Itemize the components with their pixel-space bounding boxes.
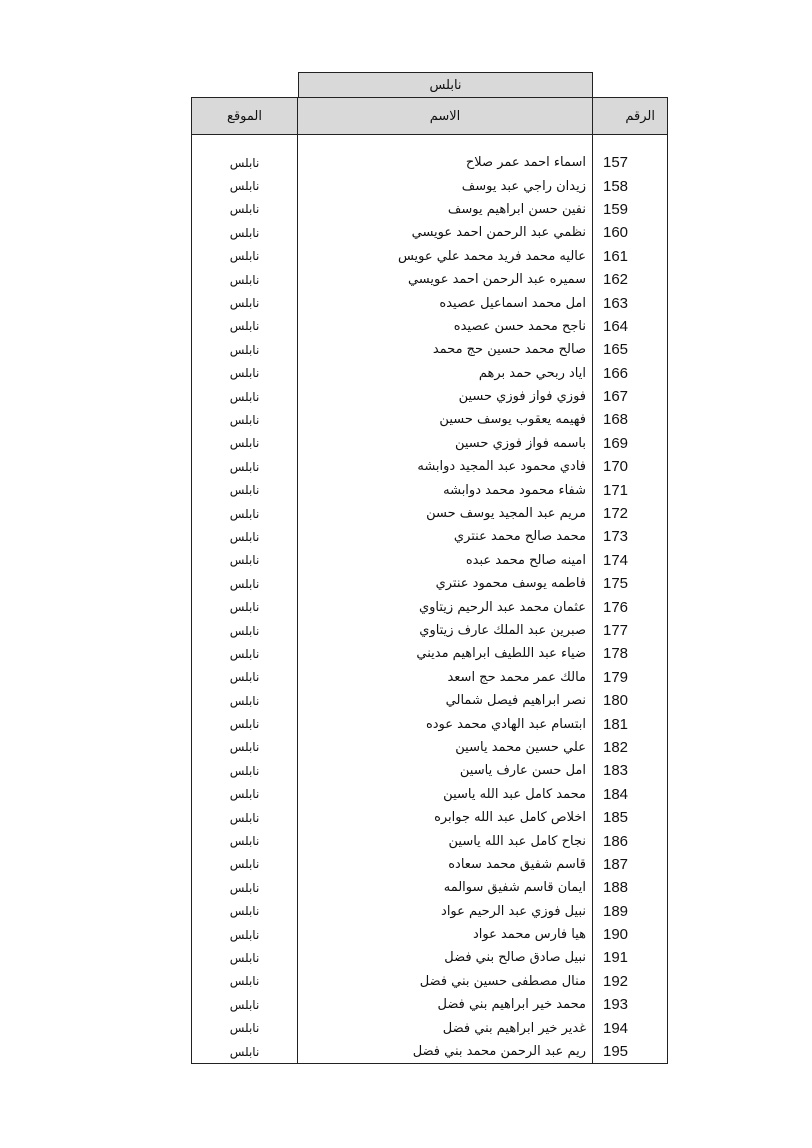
row-location: نابلس [192, 549, 298, 572]
row-name: عاليه محمد فريد محمد علي عويس [298, 245, 593, 268]
row-number: 184 [593, 783, 668, 806]
row-location: نابلس [192, 1016, 298, 1039]
row-name: اخلاص كامل عبد الله جوابره [298, 806, 593, 829]
roster-table [191, 97, 668, 1064]
row-number: 158 [593, 174, 668, 197]
row-number: 181 [593, 712, 668, 735]
row-name: اياد ربحي حمد برهم [298, 362, 593, 385]
table-row [192, 291, 668, 314]
row-number: 159 [593, 198, 668, 221]
column-header-location: الموقع [192, 98, 298, 135]
row-number: 165 [593, 338, 668, 361]
row-name: فهيمه يعقوب يوسف حسين [298, 408, 593, 431]
table-row [192, 432, 668, 455]
row-location: نابلس [192, 946, 298, 969]
row-number: 194 [593, 1016, 668, 1039]
table-row [192, 221, 668, 244]
row-location: نابلس [192, 712, 298, 735]
table-row [192, 993, 668, 1016]
row-number: 161 [593, 245, 668, 268]
table-row [192, 806, 668, 829]
row-name: نظمي عبد الرحمن احمد عويسي [298, 221, 593, 244]
row-name: سميره عبد الرحمن احمد عويسي [298, 268, 593, 291]
table-row [192, 946, 668, 969]
row-name: نفين حسن ابراهيم يوسف [298, 198, 593, 221]
row-location: نابلس [192, 783, 298, 806]
table-row [192, 619, 668, 642]
table-row [192, 362, 668, 385]
row-name: علي حسين محمد ياسين [298, 736, 593, 759]
row-location: نابلس [192, 385, 298, 408]
row-number: 162 [593, 268, 668, 291]
row-location: نابلس [192, 876, 298, 899]
row-name: منال مصطفى حسين بني فضل [298, 970, 593, 993]
row-location: نابلس [192, 619, 298, 642]
row-location: نابلس [192, 993, 298, 1016]
row-number: 170 [593, 455, 668, 478]
row-name: شفاء محمود محمد دوابشه [298, 478, 593, 501]
row-name: ايمان قاسم شفيق سوالمه [298, 876, 593, 899]
row-number: 195 [593, 1040, 668, 1064]
row-name: قاسم شفيق محمد سعاده [298, 853, 593, 876]
row-name: ريم عبد الرحمن محمد بني فضل [298, 1040, 593, 1064]
row-name: ناجح محمد حسن عصيده [298, 315, 593, 338]
row-location: نابلس [192, 338, 298, 361]
table-row [192, 198, 668, 221]
row-location: نابلس [192, 174, 298, 197]
row-name: باسمه فواز فوزي حسين [298, 432, 593, 455]
table-row [192, 245, 668, 268]
row-location: نابلس [192, 666, 298, 689]
row-number: 166 [593, 362, 668, 385]
table-row [192, 385, 668, 408]
table-body [192, 135, 668, 1064]
table-row [192, 572, 668, 595]
table-row [192, 970, 668, 993]
table-row [192, 1016, 668, 1039]
table-row [192, 666, 668, 689]
row-location: نابلس [192, 829, 298, 852]
row-number: 182 [593, 736, 668, 759]
row-number: 173 [593, 525, 668, 548]
row-number: 191 [593, 946, 668, 969]
row-name: مالك عمر محمد حج اسعد [298, 666, 593, 689]
row-number: 189 [593, 900, 668, 923]
row-location: نابلس [192, 221, 298, 244]
table-row [192, 783, 668, 806]
row-location: نابلس [192, 689, 298, 712]
row-name: امل محمد اسماعيل عصيده [298, 291, 593, 314]
row-name: هيا فارس محمد عواد [298, 923, 593, 946]
row-location: نابلس [192, 970, 298, 993]
row-location: نابلس [192, 315, 298, 338]
row-location: نابلس [192, 736, 298, 759]
row-location: نابلس [192, 455, 298, 478]
table-row [192, 549, 668, 572]
table-row [192, 595, 668, 618]
row-location: نابلس [192, 900, 298, 923]
row-name: نبيل صادق صالح بني فضل [298, 946, 593, 969]
row-name: زيدان راجي عبد يوسف [298, 174, 593, 197]
row-location: نابلس [192, 408, 298, 431]
table-row [192, 853, 668, 876]
row-location: نابلس [192, 525, 298, 548]
table-row [192, 338, 668, 361]
table-row [192, 268, 668, 291]
row-location: نابلس [192, 806, 298, 829]
row-name: غدير خير ابراهيم بني فضل [298, 1016, 593, 1039]
row-number: 174 [593, 549, 668, 572]
column-header-number: الرقم [593, 98, 668, 135]
row-location: نابلس [192, 595, 298, 618]
row-name: امل حسن عارف ياسين [298, 759, 593, 782]
row-name: اسماء احمد عمر صلاح [298, 151, 593, 174]
row-location: نابلس [192, 432, 298, 455]
row-number: 183 [593, 759, 668, 782]
row-location: نابلس [192, 572, 298, 595]
table-row [192, 455, 668, 478]
row-number: 185 [593, 806, 668, 829]
table-row [192, 689, 668, 712]
table-row [192, 900, 668, 923]
row-name: عثمان محمد عبد الرحيم زيتاوي [298, 595, 593, 618]
table-row [192, 174, 668, 197]
column-header-name: الاسم [298, 98, 593, 135]
row-number: 163 [593, 291, 668, 314]
table-row [192, 151, 668, 174]
row-number: 157 [593, 151, 668, 174]
row-number: 169 [593, 432, 668, 455]
table-row [192, 876, 668, 899]
row-number: 164 [593, 315, 668, 338]
row-number: 192 [593, 970, 668, 993]
row-location: نابلس [192, 642, 298, 665]
table-row [192, 502, 668, 525]
row-name: نجاح كامل عبد الله ياسين [298, 829, 593, 852]
table-row [192, 315, 668, 338]
row-name: فاطمه يوسف محمود عنتري [298, 572, 593, 595]
row-name: ضياء عبد اللطيف ابراهيم مديني [298, 642, 593, 665]
table-row [192, 829, 668, 852]
row-number: 160 [593, 221, 668, 244]
table-row [192, 736, 668, 759]
row-name: محمد خير ابراهيم بني فضل [298, 993, 593, 1016]
table-header-row [192, 98, 668, 135]
table-row [192, 525, 668, 548]
row-number: 177 [593, 619, 668, 642]
city-title: نابلس [298, 72, 593, 97]
row-location: نابلس [192, 502, 298, 525]
row-name: محمد صالح محمد عنتري [298, 525, 593, 548]
row-location: نابلس [192, 923, 298, 946]
table-row [192, 1040, 668, 1064]
row-number: 188 [593, 876, 668, 899]
row-location: نابلس [192, 1040, 298, 1064]
row-name: فادي محمود عبد المجيد دوابشه [298, 455, 593, 478]
row-name: مريم عبد المجيد يوسف حسن [298, 502, 593, 525]
table-row [192, 408, 668, 431]
row-number: 193 [593, 993, 668, 1016]
table-row [192, 923, 668, 946]
table-row [192, 478, 668, 501]
row-number: 175 [593, 572, 668, 595]
row-location: نابلس [192, 198, 298, 221]
row-number: 179 [593, 666, 668, 689]
row-number: 167 [593, 385, 668, 408]
row-number: 190 [593, 923, 668, 946]
row-number: 178 [593, 642, 668, 665]
row-location: نابلس [192, 362, 298, 385]
row-location: نابلس [192, 853, 298, 876]
row-location: نابلس [192, 759, 298, 782]
row-number: 171 [593, 478, 668, 501]
row-number: 168 [593, 408, 668, 431]
row-location: نابلس [192, 478, 298, 501]
row-name: امينه صالح محمد عبده [298, 549, 593, 572]
row-location: نابلس [192, 245, 298, 268]
row-name: صالح محمد حسين حج محمد [298, 338, 593, 361]
row-name: ابتسام عبد الهادي محمد عوده [298, 712, 593, 735]
row-number: 187 [593, 853, 668, 876]
row-name: فوزي فواز فوزي حسين [298, 385, 593, 408]
table-row [192, 712, 668, 735]
row-number: 186 [593, 829, 668, 852]
row-number: 180 [593, 689, 668, 712]
row-location: نابلس [192, 151, 298, 174]
row-location: نابلس [192, 291, 298, 314]
table-row [192, 759, 668, 782]
spacer-row [192, 135, 668, 152]
row-number: 176 [593, 595, 668, 618]
row-number: 172 [593, 502, 668, 525]
row-location: نابلس [192, 268, 298, 291]
table-row [192, 642, 668, 665]
row-name: نصر ابراهيم فيصل شمالي [298, 689, 593, 712]
row-name: نبيل فوزي عبد الرحيم عواد [298, 900, 593, 923]
row-name: صبرين عبد الملك عارف زيتاوي [298, 619, 593, 642]
row-name: محمد كامل عبد الله ياسين [298, 783, 593, 806]
